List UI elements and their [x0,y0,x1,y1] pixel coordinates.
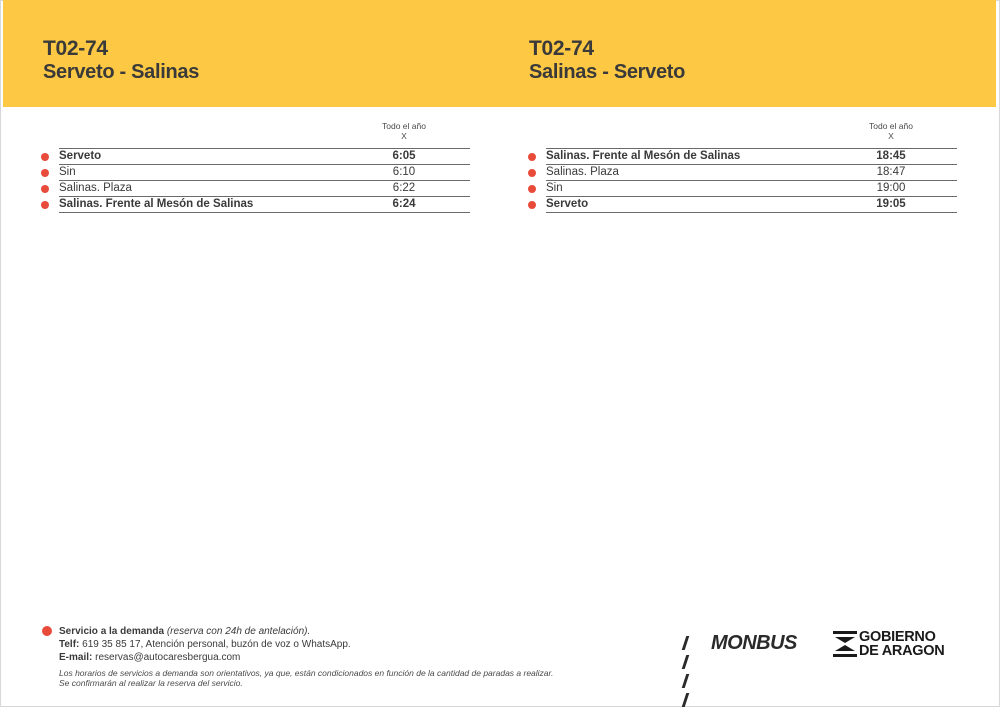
phone-text: 619 35 85 17, Atención personal, buzón de voz o WhatsApp. [82,639,351,650]
timetable-rows [546,148,957,213]
on-demand-dot-icon [42,626,52,636]
stop-name: Serveto [59,150,102,162]
stop-name: Sin [59,166,76,178]
route-code: T02-74 [43,37,108,60]
route-code: T02-74 [529,37,594,60]
stop-dot-icon [528,185,536,193]
stop-dot-icon [41,169,49,177]
stop-dot-icon [528,201,536,209]
stop-dot-icon [41,185,49,193]
phone-label: Telf: [59,639,80,650]
monbus-wordmark: MONBUS [711,632,797,654]
column-header-mark: X [888,131,894,141]
email-label: E-mail: [59,652,93,663]
aragon-emblem-icon [833,630,857,658]
footer-lines [59,625,639,688]
timetable-row [59,148,470,164]
stop-dot-icon [528,169,536,177]
disclaimer-line-1: Los horarios de servicios a demanda son orientativos, ya que, están condicionados en función de la cantidad de paradas a realizar. [59,668,554,678]
stop-time: 18:47 [876,166,906,178]
gobierno-line-2: DE ARAGON [859,643,945,659]
monbus-bars-icon [684,636,689,712]
stop-time: 19:05 [876,198,906,210]
column-header [851,121,931,141]
stop-dot-icon [41,153,49,161]
gobierno-aragon-wordmark [859,630,944,658]
timetable-row [546,196,957,213]
stop-time: 18:45 [876,150,906,162]
stop-time: 6:10 [392,166,416,178]
gobierno-line-1: GOBIERNO [859,629,936,645]
gobierno-aragon-logo [833,630,963,660]
stop-time: 6:24 [392,198,416,210]
service-note: (reserva con 24h de antelación). [166,626,311,637]
stop-dot-icon [41,201,49,209]
column-header [364,121,444,141]
stop-name: Salinas. Frente al Mesón de Salinas [546,150,741,162]
timetable-row [59,196,470,213]
timetable-row [546,180,957,196]
route-name: Serveto - Salinas [43,61,200,83]
phone-line [59,638,639,651]
service-line [59,625,639,638]
stop-time: 6:05 [392,150,416,162]
timetable-rows [59,148,470,213]
stop-dot-icon [528,153,536,161]
stop-time: 19:00 [876,182,906,194]
stop-name: Sin [546,182,563,194]
service-label: Servicio a la demanda [59,626,165,637]
timetable-row [546,164,957,180]
route-header-right [529,37,685,84]
timetable-row [59,164,470,180]
stop-name: Salinas. Frente al Mesón de Salinas [59,198,254,210]
email-line [59,651,639,664]
timetable-row [546,148,957,164]
stop-time: 6:22 [392,182,416,194]
column-header-mark: X [401,131,407,141]
route-header-left [43,37,199,84]
route-name: Salinas - Serveto [529,61,686,83]
stop-name: Salinas. Plaza [546,166,619,178]
stop-name: Serveto [546,198,589,210]
column-header-period: Todo el año [382,121,426,131]
stop-name: Salinas. Plaza [59,182,132,194]
timetable-row [59,180,470,196]
email-link[interactable]: reservas@autocaresbergua.com [95,652,241,663]
column-header-period: Todo el año [869,121,913,131]
disclaimer-line-2: Se confirmarán al realizar la reserva del servicio. [59,678,243,688]
